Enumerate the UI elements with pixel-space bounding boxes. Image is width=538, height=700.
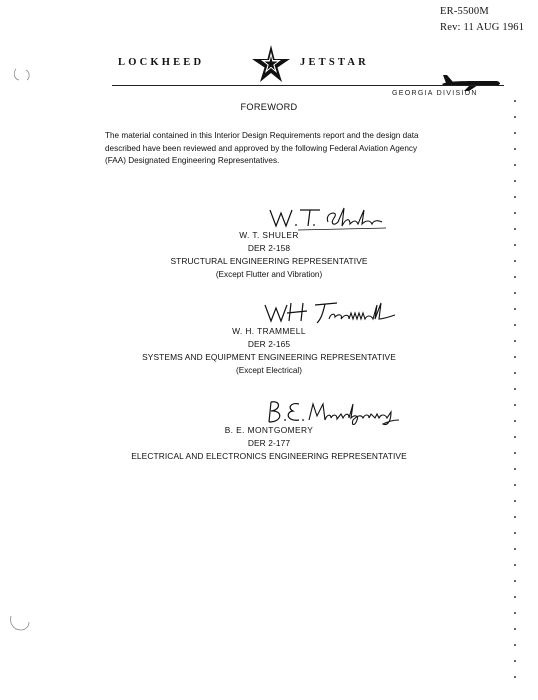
perforation-dot xyxy=(514,388,516,390)
representative-name: W. T. SHULER xyxy=(239,230,299,240)
perforation-dot xyxy=(514,436,516,438)
star-emblem-icon xyxy=(250,44,292,84)
perforation-dot xyxy=(514,548,516,550)
perforation-dot xyxy=(514,612,516,614)
page-title: FOREWORD xyxy=(240,102,298,112)
representative-note: (Except Flutter and Vibration) xyxy=(215,270,323,279)
representative-title: SYSTEMS AND EQUIPMENT ENGINEERING REPRESENTATIVE xyxy=(142,352,396,362)
document-number: ER-5500M xyxy=(440,6,489,17)
perforation-dot xyxy=(514,308,516,310)
perforation-dot xyxy=(514,132,516,134)
der-number: DER 2-177 xyxy=(247,438,291,448)
perforation-dot xyxy=(514,324,516,326)
perforation-dot xyxy=(514,628,516,630)
representative-note: (Except Electrical) xyxy=(236,366,302,375)
intro-line: (FAA) Designated Engineering Representatives. xyxy=(105,156,280,165)
perforation-dot xyxy=(514,244,516,246)
perforation-dot xyxy=(514,404,516,406)
perforation-dot xyxy=(514,372,516,374)
perforation-dot xyxy=(514,292,516,294)
perforation-dot xyxy=(514,596,516,598)
perforation-dot xyxy=(514,580,516,582)
header-rule xyxy=(112,85,504,86)
intro-paragraph xyxy=(105,130,525,168)
perforation-dot xyxy=(514,276,516,278)
perforation-dot xyxy=(514,356,516,358)
signature-shuler xyxy=(268,204,388,232)
perforation-dot xyxy=(514,420,516,422)
intro-line: described have been reviewed and approved by the following Federal Aviation Agency xyxy=(105,143,418,153)
perforation-dot xyxy=(514,676,516,678)
perforation-dot xyxy=(514,260,516,262)
representative-name: B. E. MONTGOMERY xyxy=(224,425,314,435)
representative-title: STRUCTURAL ENGINEERING REPRESENTATIVE xyxy=(170,256,368,266)
signature-trammell xyxy=(263,299,403,329)
brand-lockheed: LOCKHEED xyxy=(118,57,205,68)
perforation-dot xyxy=(514,164,516,166)
perforation-dot xyxy=(514,564,516,566)
perforation-dot xyxy=(514,116,516,118)
perforation-dot xyxy=(514,212,516,214)
perforation-dot xyxy=(514,516,516,518)
perforation-dot xyxy=(514,196,516,198)
perforation-dot xyxy=(514,228,516,230)
perforation-dot xyxy=(514,180,516,182)
perforation-dot xyxy=(514,484,516,486)
binding-hole-mark xyxy=(12,66,34,84)
perforation-dot xyxy=(514,148,516,150)
binding-hole-mark xyxy=(8,612,32,634)
perforation-dot xyxy=(514,660,516,662)
perforation-dot xyxy=(514,500,516,502)
representative-name: W. H. TRAMMELL xyxy=(232,326,306,336)
signature-montgomery xyxy=(265,398,405,428)
perforation-dot xyxy=(514,100,516,102)
revision-date: Rev: 11 AUG 1961 xyxy=(440,22,525,33)
perforation-dot xyxy=(514,644,516,646)
brand-jetstar: JETSTAR xyxy=(300,57,369,68)
division-label: GEORGIA DIVISION xyxy=(392,90,478,97)
perforation-dot xyxy=(514,340,516,342)
intro-line: The material contained in this Interior Design Requirements report and the design data xyxy=(105,131,419,140)
representative-title: ELECTRICAL AND ELECTRONICS ENGINEERING REPRESENTATIVE xyxy=(131,451,407,461)
perforation-dot xyxy=(514,532,516,534)
der-number: DER 2-158 xyxy=(247,243,291,253)
der-number: DER 2-165 xyxy=(247,339,291,349)
perforation-dot xyxy=(514,468,516,470)
perforation-dot xyxy=(514,452,516,454)
